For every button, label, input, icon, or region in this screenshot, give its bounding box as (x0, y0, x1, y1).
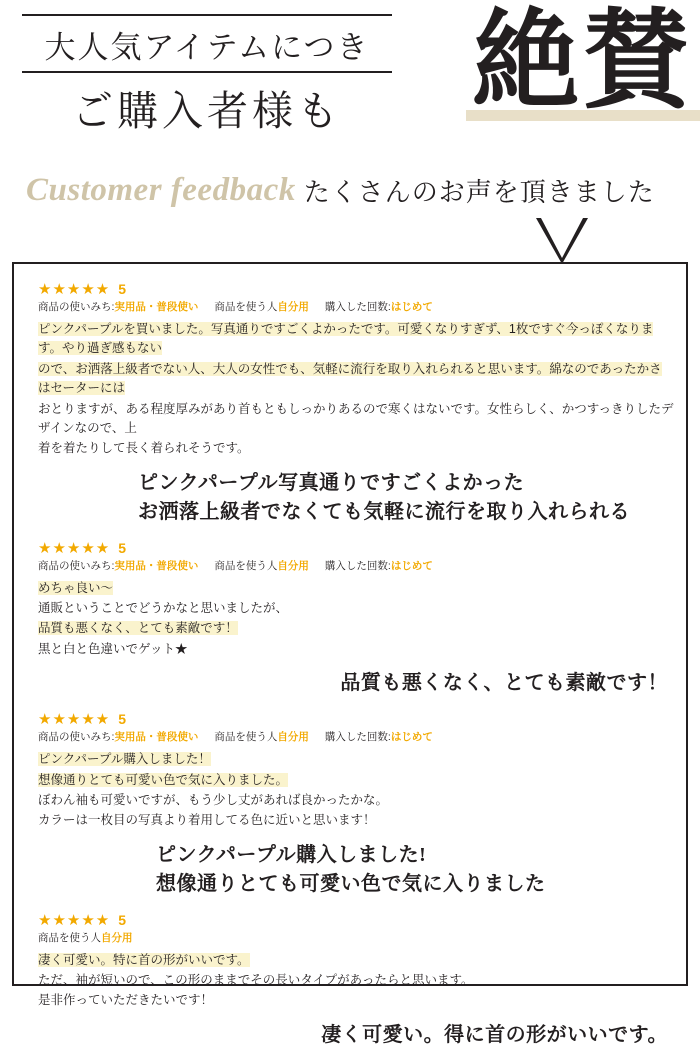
review-pull-quote (38, 1021, 674, 1050)
review-line: 是非作っていただきたいです！ (38, 993, 214, 1008)
pull-quote-line: ピンクパープル写真通りですごくよかった (138, 471, 525, 494)
review-body (38, 951, 674, 1011)
review-line: 品質も悪くなく、とても素敵です！ (38, 621, 238, 636)
review-line: ピンクパープル購入しました！ (38, 752, 211, 767)
meta-user-value: 自分用 (277, 559, 309, 572)
pull-quote-line: 想像通りとても可愛い色で気に入りました (156, 872, 546, 895)
rating-stars (38, 911, 674, 929)
meta-use-value: 実用品・普段使い (114, 559, 199, 572)
review-item (38, 539, 674, 699)
header-line1: 大人気アイテムにつき (44, 30, 370, 65)
header-left-block (22, 14, 402, 137)
review-body (38, 579, 674, 660)
stars-glyphs: ★★★★★ (38, 711, 111, 729)
meta-user-label: 商品を使う人 (38, 931, 101, 944)
review-body (38, 750, 674, 831)
header-subrow (0, 172, 700, 209)
review-item (38, 280, 674, 527)
review-line: ピンクパープルを買いました。写真通りですごくよかったです。可愛くなりすぎず、1枚ですぐ今っぽくなります。やり過ぎ感もない (38, 322, 654, 356)
meta-use-value: 実用品・普段使い (114, 301, 199, 313)
meta-user-label: 商品を使う人 (214, 731, 278, 744)
rating-value: 5 (118, 281, 128, 297)
meta-use-label: 商品の使いみち: (38, 731, 115, 744)
review-meta (38, 558, 674, 573)
stars-glyphs: ★★★★★ (38, 911, 111, 929)
reviews-list (14, 264, 690, 1062)
speech-bubble-tail-inner (541, 218, 583, 258)
review-line: 通販ということでどうかなと思いましたが、 (38, 601, 289, 615)
header-sub-japanese: たくさんのお声を頂きました (303, 178, 655, 207)
pull-quote-line: お洒落上級者でなくても気軽に流行を取り入れられる (138, 500, 630, 523)
meta-count-label: 購入した回数: (324, 301, 391, 313)
meta-user-label: 商品を使う人 (214, 301, 278, 313)
meta-use-label: 商品の使いみち: (38, 301, 115, 313)
header-big-word-text: 絶賛 (471, 3, 692, 122)
page-header (0, 0, 700, 208)
review-meta (38, 729, 674, 744)
review-pull-quote (38, 669, 674, 698)
meta-count-value: はじめて (390, 301, 433, 313)
meta-count-label: 購入した回数: (324, 559, 391, 572)
meta-count-label: 購入した回数: (324, 731, 391, 744)
review-line: 想像通りとても可愛い色で気に入りました。 (38, 772, 289, 787)
header-line2: ご購入者様も (72, 88, 342, 134)
reviews-panel (12, 262, 688, 1046)
review-line: 黒と白と色違いでゲット★ (38, 641, 188, 656)
review-pull-quote (38, 469, 674, 527)
review-pull-quote (38, 841, 674, 899)
pull-quote-line: 品質も悪くなく、とても素敵です！ (340, 672, 668, 695)
review-item (38, 911, 674, 1050)
review-line: おとりますが、ある程度厚みがあり首もともしっかりあるので寒くはないです。女性らしく、かつすっきりしたデザインなので、上 (38, 401, 674, 435)
meta-user-value: 自分用 (277, 301, 309, 313)
stars-glyphs: ★★★★★ (38, 281, 111, 298)
meta-count-value: はじめて (390, 559, 433, 572)
meta-user-value: 自分用 (101, 931, 133, 944)
review-meta (38, 930, 674, 945)
meta-count-value: はじめて (390, 731, 433, 744)
rating-value: 5 (118, 539, 128, 556)
pull-quote-line: 凄く可愛い。得に首の形がいいです。 (321, 1023, 668, 1046)
customer-feedback-title: Customer feedback (26, 172, 296, 208)
review-line: めちゃ良い〜 (38, 580, 114, 595)
review-line: カラーは一枚目の写真より着用してる色に近いと思います！ (38, 813, 376, 828)
meta-user-value: 自分用 (277, 731, 309, 744)
rating-stars (38, 710, 674, 728)
meta-use-value: 実用品・普段使い (114, 731, 199, 744)
review-line: ので、お洒落上級者でない人、大人の女性でも、気軽に流行を取り入れられると思います。綿なのであったかさはセーターには (38, 361, 662, 396)
rating-stars (38, 539, 674, 557)
rating-value: 5 (118, 911, 128, 928)
review-body (38, 320, 674, 459)
review-line: 凄く可愛い。特に首の形がいいです。 (38, 952, 250, 967)
review-meta (38, 299, 674, 314)
review-item (38, 710, 674, 899)
pull-quote-line: ピンクパープル購入しました! (156, 843, 427, 866)
header-big-word (471, 3, 692, 122)
meta-user-label: 商品を使う人 (214, 559, 278, 572)
rating-value: 5 (118, 711, 128, 728)
review-line: 着を着たりして長く着られそうです。 (38, 441, 250, 456)
review-line: ただ、袖が短いので、この形のままでその長いタイプがあったらと思います。 (38, 973, 474, 987)
stars-glyphs: ★★★★★ (38, 539, 111, 557)
meta-use-label: 商品の使いみち: (38, 559, 115, 572)
rating-stars (38, 280, 674, 298)
review-line: ぼわん袖も可愛いですが、もう少し丈があれば良かったかな。 (38, 792, 389, 807)
